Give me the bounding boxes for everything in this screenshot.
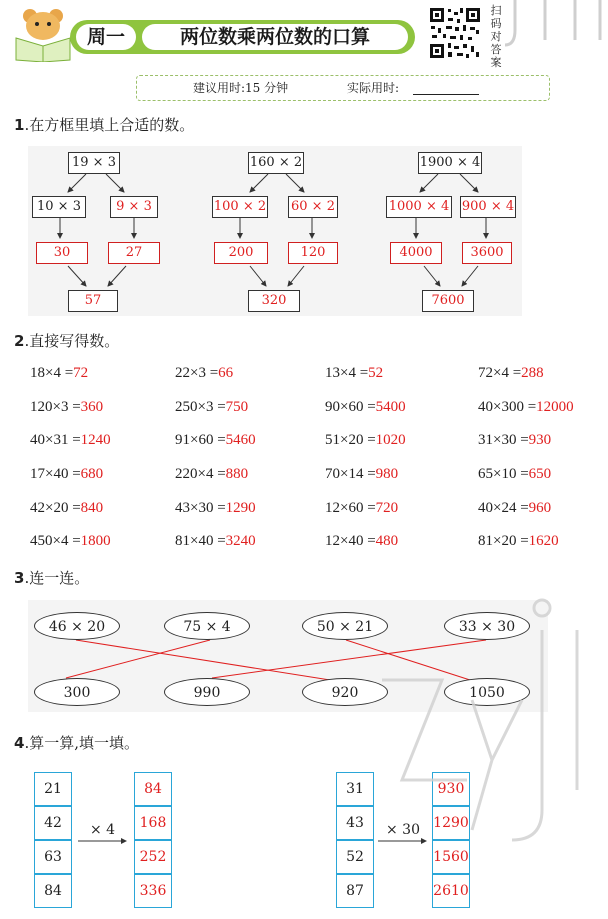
q2-item: 220×4 =880 <box>175 466 249 482</box>
q2-item: 91×60 =5460 <box>175 432 256 448</box>
q2-item: 40×31 =1240 <box>30 432 111 448</box>
tree-1-left[interactable]: 10 × 3 <box>32 196 86 218</box>
tree-2-left-result[interactable]: 200 <box>214 242 268 264</box>
question-4-heading: 4.算一算,填一填。 <box>14 734 139 752</box>
page-title: 两位数乘两位数的口算 <box>142 24 408 50</box>
tree-1-right[interactable]: 9 × 3 <box>110 196 158 218</box>
q2-item: 40×24 =960 <box>478 500 552 516</box>
q4-left-input: 42 <box>34 806 72 840</box>
q2-item: 120×3 =360 <box>30 399 104 415</box>
q4-right-input: 87 <box>336 874 374 908</box>
q2-item: 17×40 =680 <box>30 466 104 482</box>
q2-item: 31×30 =930 <box>478 432 552 448</box>
tree-2-left[interactable]: 100 × 2 <box>212 196 268 218</box>
tree-2-top: 160 × 2 <box>248 152 304 174</box>
q2-item: 40×300 =12000 <box>478 399 574 415</box>
q4-right-input: 52 <box>336 840 374 874</box>
q4-right-output[interactable]: 930 <box>432 772 470 806</box>
q2-item: 12×40 =480 <box>325 533 399 549</box>
q2-item: 12×60 =720 <box>325 500 399 516</box>
q4-left-input: 63 <box>34 840 72 874</box>
scan-for-answers-label: 扫 码 对 答 案 <box>490 4 502 69</box>
q4-right-input: 43 <box>336 806 374 840</box>
tree-3-total[interactable]: 7600 <box>422 290 474 312</box>
q3-top-oval[interactable]: 33 × 30 <box>444 612 530 640</box>
q4-left-input: 21 <box>34 772 72 806</box>
q2-item: 43×30 =1290 <box>175 500 256 516</box>
q2-item: 70×14 =980 <box>325 466 399 482</box>
q4-left-output[interactable]: 252 <box>134 840 172 874</box>
suggested-time: 建议用时:15 分钟 <box>193 81 289 95</box>
tree-3-top: 1900 × 4 <box>418 152 482 174</box>
tree-2-total[interactable]: 320 <box>248 290 300 312</box>
q4-left-input: 84 <box>34 874 72 908</box>
q3-bottom-oval[interactable]: 300 <box>34 678 120 706</box>
q2-item: 42×20 =840 <box>30 500 104 516</box>
question-1-heading: 1.在方框里填上合适的数。 <box>14 116 195 134</box>
q2-item: 22×3 =66 <box>175 365 234 381</box>
q2-item: 13×4 =52 <box>325 365 384 381</box>
q3-bottom-oval[interactable]: 1050 <box>444 678 530 706</box>
q4-left-operator: × 4 <box>90 822 116 838</box>
q3-top-oval[interactable]: 50 × 21 <box>302 612 388 640</box>
q4-left-output[interactable]: 336 <box>134 874 172 908</box>
day-label: 周一 <box>76 24 136 50</box>
q2-item: 81×20 =1620 <box>478 533 559 549</box>
q4-right-output[interactable]: 1560 <box>432 840 470 874</box>
tree-1-top: 19 × 3 <box>68 152 120 174</box>
q4-right-input: 31 <box>336 772 374 806</box>
q2-item: 450×4 =1800 <box>30 533 111 549</box>
q3-top-oval[interactable]: 46 × 20 <box>34 612 120 640</box>
q2-item: 72×4 =288 <box>478 365 544 381</box>
q2-item: 250×3 =750 <box>175 399 249 415</box>
tree-3-left-result[interactable]: 4000 <box>390 242 442 264</box>
q4-left-output[interactable]: 84 <box>134 772 172 806</box>
question-2-heading: 2.直接写得数。 <box>14 332 120 350</box>
q4-left-output[interactable]: 168 <box>134 806 172 840</box>
tree-3-right[interactable]: 900 × 4 <box>460 196 516 218</box>
tree-1-right-result[interactable]: 27 <box>108 242 160 264</box>
q3-bottom-oval[interactable]: 920 <box>302 678 388 706</box>
tree-1-total[interactable]: 57 <box>68 290 118 312</box>
tree-2-right-result[interactable]: 120 <box>288 242 338 264</box>
q2-item: 18×4 =72 <box>30 365 89 381</box>
q2-item: 81×40 =3240 <box>175 533 256 549</box>
question-3-heading: 3.连一连。 <box>14 569 90 587</box>
tree-1-left-result[interactable]: 30 <box>36 242 88 264</box>
tree-3-left[interactable]: 1000 × 4 <box>386 196 452 218</box>
q2-item: 65×10 =650 <box>478 466 552 482</box>
q3-top-oval[interactable]: 75 × 4 <box>164 612 250 640</box>
q4-right-output[interactable]: 2610 <box>432 874 470 908</box>
q4-right-operator: × 30 <box>386 822 420 838</box>
q4-right-output[interactable]: 1290 <box>432 806 470 840</box>
q3-bottom-oval[interactable]: 990 <box>164 678 250 706</box>
q2-item: 90×60 =5400 <box>325 399 406 415</box>
actual-time-label: 实际用时: <box>347 81 400 95</box>
tree-3-right-result[interactable]: 3600 <box>462 242 512 264</box>
q2-item: 51×20 =1020 <box>325 432 406 448</box>
tree-2-right[interactable]: 60 × 2 <box>288 196 338 218</box>
